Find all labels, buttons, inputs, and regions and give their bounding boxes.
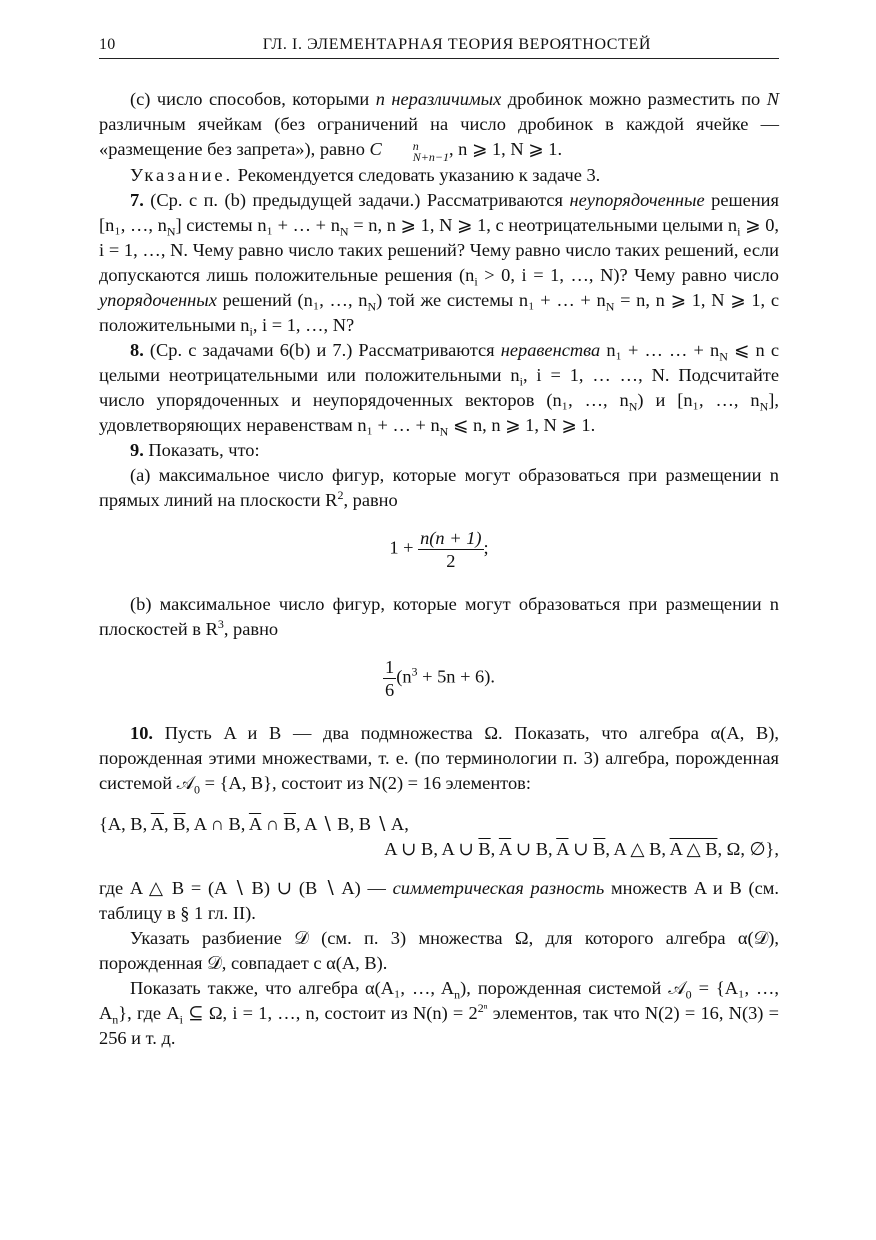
text: , n ⩾ 1, N ⩾ 1. <box>448 139 563 159</box>
text: Пусть A и B — два подмножества Ω. Показать, что алгебра α(A, B), порожденная этими множествами, т. е. (по терминологии п. 3) алгебра, порожденная системой 𝒜 <box>99 723 779 793</box>
complement: $\overline{A}$ <box>556 839 569 859</box>
emphasis: неравенства <box>500 340 601 360</box>
superscript: 2 <box>337 487 344 502</box>
math: ∪ <box>568 839 594 859</box>
formula-text: (n <box>396 666 412 687</box>
problem-10-part-2: Указать разбиение 𝒟 (см. п. 3) множества Ω, для которого алгебра α(𝒟), порожденная 𝒟, совпадает с α(A, B). <box>99 928 779 973</box>
text: Показать также, что алгебра α(A₁, …, A <box>130 978 455 998</box>
subscript: n <box>112 1012 119 1027</box>
problem-9b <box>99 592 779 642</box>
subscript: 0 <box>685 987 692 1002</box>
text: элементов, так что N(2) = 16, N(3) = 256 и т. д. <box>99 1003 779 1048</box>
math: N <box>766 89 779 109</box>
complement: $\overline{A}$ <box>150 814 165 834</box>
math: , <box>164 814 174 834</box>
problem-number: 10. <box>130 723 153 743</box>
subscript: 0 <box>194 782 201 797</box>
formula-plane-regions <box>99 527 779 572</box>
subscript: N <box>628 399 638 414</box>
text: Показать, что: <box>143 440 260 460</box>
subscript: N <box>759 399 769 414</box>
text: ⩽ n с целыми неотрицательными или положительными n <box>99 340 779 385</box>
text: множеств A и B (см. таблицу в § 1 гл. II). <box>99 878 779 923</box>
text: > 0, i = 1, …, N)? Чему равно число <box>477 265 780 285</box>
problem-number: 9. <box>130 440 144 460</box>
subscript: i <box>249 324 253 339</box>
text: = n, n ⩾ 1, N ⩾ 1, с положительными n <box>99 290 779 335</box>
page-number: 10 <box>99 36 116 53</box>
subscript: N <box>719 349 728 364</box>
text: ], удовлетворяющих неравенствам n₁ + … + n <box>99 390 779 435</box>
text: = {A, B}, состоит из N(2) = 16 элементов: <box>200 773 531 793</box>
math: C <box>369 139 382 159</box>
text: (b) максимальное число фигур, которые могут образоваться при размещении n плоскостей в R <box>99 594 779 639</box>
formula-text: ; <box>483 537 489 558</box>
emphasis: неразличимых <box>384 89 502 109</box>
subscript: i <box>519 374 523 389</box>
text: решения [n₁, …, n <box>99 190 779 235</box>
subscript: N+n−1 <box>412 150 449 164</box>
subscript: i <box>737 224 741 239</box>
problem-9a <box>99 463 779 513</box>
text: (Ср. с задачами 6(b) и 7.) Рассматриваются <box>143 340 501 360</box>
set-line-2 <box>99 837 779 862</box>
superscript: 3 <box>217 616 224 631</box>
math: , A ∖ B, B ∖ A, <box>295 814 409 834</box>
fraction <box>418 527 483 572</box>
text: Рекомендуется следовать указанию к задаче 3. <box>233 165 601 185</box>
text: ⩾ 0, i = 1, …, N. Чему равно число таких решений? Чему равно число таких решений, если допускаются лишь положительные решения (n <box>99 215 779 285</box>
complement: $\overline{B}$ <box>173 814 186 834</box>
text: = {A₁, …, A <box>99 978 779 1023</box>
subscript: n <box>454 987 461 1002</box>
complement: $\overline{B}$ <box>283 814 296 834</box>
formula-text: + 5n + 6). <box>417 666 495 687</box>
formula-text: 1 + <box>389 537 419 558</box>
problem-number: 8. <box>130 340 144 360</box>
emphasis: симметрическая разность <box>392 878 605 898</box>
paragraph-6c <box>99 87 779 163</box>
numerator: 1 <box>385 657 395 677</box>
hint-paragraph <box>99 163 779 188</box>
problem-number: 7. <box>130 190 144 210</box>
text: различным ячейкам (без ограничений на число дробинок в каждой ячейке — «размещение без запрета»), равно <box>99 114 779 159</box>
math: {A, B, <box>99 814 151 834</box>
math: ∩ <box>261 814 284 834</box>
complement: $\overline{B}$ <box>478 839 491 859</box>
fraction <box>383 656 396 701</box>
text: , равно <box>343 490 398 510</box>
text: ⩽ n, n ⩾ 1, N ⩾ 1. <box>448 415 596 435</box>
denominator: 2 <box>446 551 456 571</box>
text: , i = 1, … …, N. Подсчитайте число упорядоченных и неупорядоченных векторов (n₁, …, n <box>99 365 780 410</box>
math: A ∪ B, A ∪ <box>384 839 479 859</box>
text: где A △ B = (A ∖ B) ∪ (B ∖ A) — <box>99 878 393 898</box>
formula-space-regions <box>99 656 779 701</box>
set-line-1 <box>99 812 779 837</box>
running-header <box>99 36 779 59</box>
math: , A △ B, <box>605 839 670 859</box>
text: (c) число способов, которыми <box>130 89 376 109</box>
text: ] системы n₁ + … + n <box>175 215 340 235</box>
text: ) и [n₁, …, n <box>637 390 760 410</box>
subscript: N <box>166 224 176 239</box>
text: ) той же системы n₁ + … + n <box>376 290 606 310</box>
symmetric-difference-note <box>99 876 779 926</box>
problem-9 <box>99 438 779 463</box>
subscript: N <box>339 224 349 239</box>
complement: $\overline{A}$ <box>498 839 512 859</box>
math: , Ω, ∅}, <box>717 839 779 859</box>
subscript: i <box>179 1012 183 1027</box>
math: n <box>375 89 385 109</box>
text: = n, n ⩾ 1, N ⩾ 1, с неотрицательными целыми n <box>348 215 738 235</box>
text: (a) максимальное число фигур, которые могут образоваться при размещении n прямых линий на плоскости R <box>99 465 779 510</box>
emphasis: неупорядоченные <box>569 190 705 210</box>
superscript: n <box>412 139 419 153</box>
problem-8 <box>99 338 779 438</box>
numerator: n(n + 1) <box>420 528 482 548</box>
problem-10 <box>99 721 779 796</box>
text: (Ср. с п. (b) предыдущей задачи.) Рассматриваются <box>143 190 570 210</box>
superscript: 2ⁿ <box>477 1000 488 1015</box>
hint-label: Указание. <box>130 165 234 185</box>
subscript: N <box>439 424 449 439</box>
math: ∪ B, <box>511 839 557 859</box>
page-body <box>99 87 779 1051</box>
page <box>99 36 779 1051</box>
math: , <box>490 839 499 859</box>
math: , A ∩ B, <box>185 814 249 834</box>
subscript: N <box>605 299 615 314</box>
subscript: N <box>367 299 377 314</box>
text: ), порожденная системой 𝒜 <box>460 978 686 998</box>
text: n₁ + … … + n <box>600 340 720 360</box>
problem-10-part-3 <box>99 976 779 1051</box>
complement: A △ B <box>669 839 718 859</box>
text: дробинок можно разместить по <box>501 89 767 109</box>
running-title: ГЛ. I. ЭЛЕМЕНТАРНАЯ ТЕОРИЯ ВЕРОЯТНОСТЕЙ <box>262 36 651 53</box>
text: ⊆ Ω, i = 1, …, n, состоит из N(n) = 2 <box>182 1003 478 1023</box>
denominator: 6 <box>385 680 395 700</box>
complement: $\overline{B}$ <box>593 839 606 859</box>
problem-7 <box>99 188 779 338</box>
emphasis: упорядоченных <box>99 290 217 310</box>
text: решений (n₁, …, n <box>216 290 368 310</box>
text: , i = 1, …, N? <box>252 315 355 335</box>
text: }, где A <box>118 1003 180 1023</box>
subscript: i <box>474 274 478 289</box>
complement: $\overline{A}$ <box>248 814 262 834</box>
text: , равно <box>223 619 279 639</box>
superscript: 3 <box>411 664 418 679</box>
